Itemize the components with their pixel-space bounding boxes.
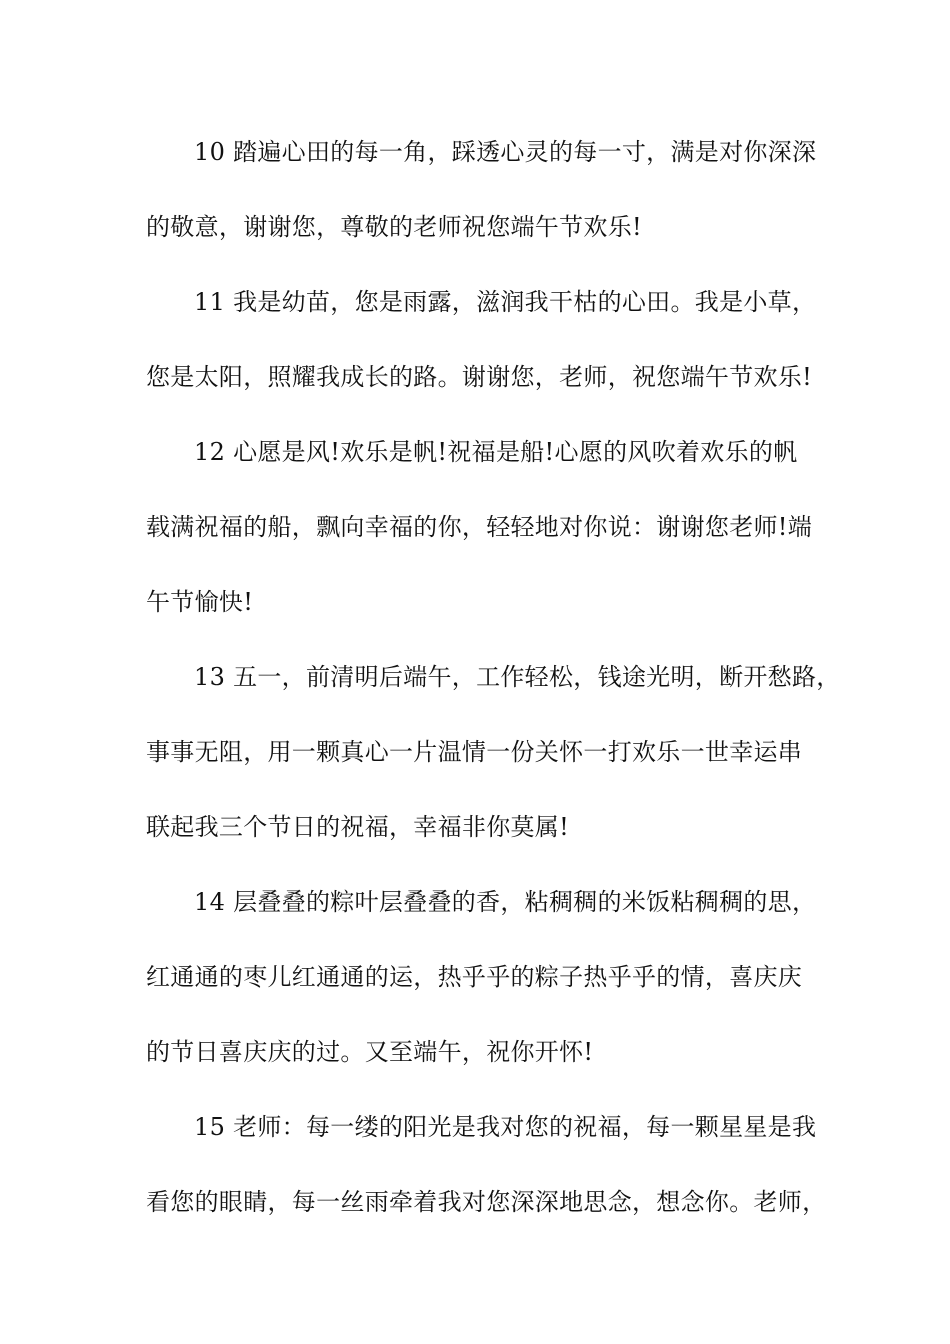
paragraph-15-line-2: 看您的眼睛，每一丝雨牵着我对您深深地思念，想念你。老师， [146, 1188, 827, 1216]
paragraph-11-line-2: 您是太阳，照耀我成长的路。谢谢您，老师，祝您端午节欢乐! [146, 363, 813, 391]
paragraph-14-line-3: 的节日喜庆庆的过。又至端午，祝你开怀! [146, 1038, 594, 1066]
paragraph-15-line-1: 15 老师：每一缕的阳光是我对您的祝福，每一颗星星是我 [194, 1113, 817, 1141]
paragraph-12-line-3: 午节愉快! [146, 588, 254, 616]
paragraph-10-line-2: 的敬意，谢谢您，尊敬的老师祝您端午节欢乐! [146, 213, 642, 241]
paragraph-10-line-1: 10 踏遍心田的每一角，踩透心灵的每一寸，满是对你深深 [194, 138, 817, 166]
paragraph-14-line-1: 14 层叠叠的粽叶层叠叠的香，粘稠稠的米饭粘稠稠的思， [194, 888, 817, 916]
paragraph-12-line-2: 载满祝福的船，飘向幸福的你，轻轻地对你说：谢谢您老师!端 [146, 513, 813, 541]
paragraph-11-line-1: 11 我是幼苗，您是雨露，滋润我干枯的心田。我是小草， [194, 288, 817, 316]
paragraph-12-line-1: 12 心愿是风!欢乐是帆!祝福是船!心愿的风吹着欢乐的帆 [194, 438, 798, 466]
paragraph-13-line-2: 事事无阻，用一颗真心一片温情一份关怀一打欢乐一世幸运串 [146, 738, 803, 766]
paragraph-13-line-3: 联起我三个节日的祝福，幸福非你莫属! [146, 813, 570, 841]
paragraph-14-line-2: 红通通的枣儿红通通的运，热乎乎的粽子热乎乎的情，喜庆庆 [146, 963, 803, 991]
paragraph-13-line-1: 13 五一，前清明后端午，工作轻松，钱途光明，断开愁路， [194, 663, 841, 691]
